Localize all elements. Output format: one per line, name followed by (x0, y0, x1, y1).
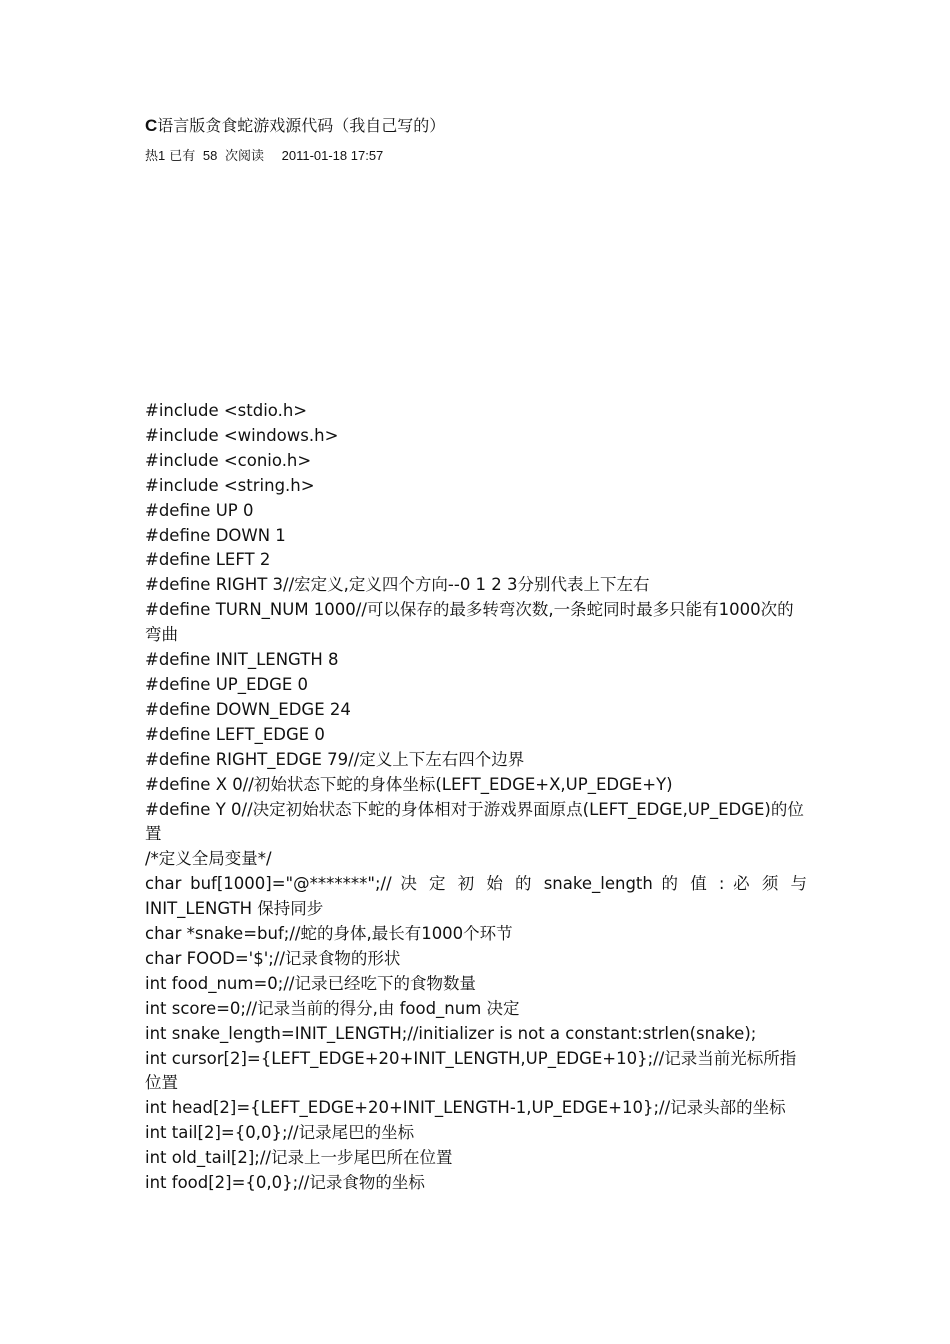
code-line: #include <conio.h> (145, 450, 312, 470)
code-line: #define Y 0//决定初始状态下蛇的身体相对于游戏界面原点(LEFT_EDGE,UP_EDGE)的位置 (145, 799, 804, 844)
code-line: #include <windows.h> (145, 425, 339, 445)
code-line: int old_tail[2];//记录上一步尾巴所在位置 (145, 1148, 453, 1168)
code-line: int food[2]={0,0};//记录食物的坐标 (145, 1173, 425, 1193)
code-line: #define DOWN_EDGE 24 (145, 699, 351, 719)
title-prefix: C (145, 116, 158, 135)
code-line: char FOOD='$';//记录食物的形状 (145, 948, 401, 968)
code-line: int cursor[2]={LEFT_EDGE+20+INIT_LENGTH,UP_EDGE+10};//记录当前光标所指位置 (145, 1048, 797, 1093)
code-line: #define LEFT 2 (145, 550, 271, 570)
code-line: char buf[1000]="@*******";// 决 定 初 始 的 snake_length 的 值 : 必 须 与 INIT_LENGTH 保持同步 (145, 874, 807, 919)
code-line: #include <stdio.h> (145, 401, 308, 420)
code-line: #include <string.h> (145, 475, 315, 495)
code-line: /*定义全局变量*/ (145, 849, 272, 869)
reads-prefix: 已有 (169, 148, 196, 163)
code-line: int snake_length=INIT_LENGTH;//initializer is not a constant:strlen(snake); (145, 1023, 757, 1043)
code-line: int food_num=0;//记录已经吃下的食物数量 (145, 973, 476, 993)
code-line: char *snake=buf;//蛇的身体,最长有1000个环节 (145, 924, 513, 944)
hot-label: 热1 (145, 148, 166, 163)
source-code-block (145, 399, 807, 1196)
code-line: #define TURN_NUM 1000//可以保存的最多转弯次数,一条蛇同时最多只能有1000次的弯曲 (145, 600, 794, 645)
code-line: #define UP 0 (145, 500, 254, 520)
title-text: 语言版贪食蛇游戏源代码（我自己写的） (157, 116, 446, 135)
code-line: int tail[2]={0,0};//记录尾巴的坐标 (145, 1123, 415, 1143)
reads-suffix: 次阅读 (224, 148, 264, 163)
code-line: #define DOWN 1 (145, 525, 286, 545)
document-meta (145, 147, 387, 165)
reads-count: 58 (202, 148, 218, 163)
code-line: #define RIGHT 3//宏定义,定义四个方向--0 1 2 3分别代表上下左右 (145, 575, 650, 595)
code-line: #define UP_EDGE 0 (145, 674, 309, 694)
code-line: int head[2]={LEFT_EDGE+20+INIT_LENGTH-1,UP_EDGE+10};//记录头部的坐标 (145, 1098, 786, 1118)
code-line: #define X 0//初始状态下蛇的身体坐标(LEFT_EDGE+X,UP_EDGE+Y) (145, 774, 673, 794)
code-line: #define INIT_LENGTH 8 (145, 650, 339, 670)
code-line: #define LEFT_EDGE 0 (145, 724, 325, 744)
document-title (145, 115, 445, 137)
post-datetime: 2011-01-18 17:57 (281, 148, 384, 163)
code-line: int score=0;//记录当前的得分,由 food_num 决定 (145, 998, 520, 1018)
code-line: #define RIGHT_EDGE 79//定义上下左右四个边界 (145, 749, 525, 769)
